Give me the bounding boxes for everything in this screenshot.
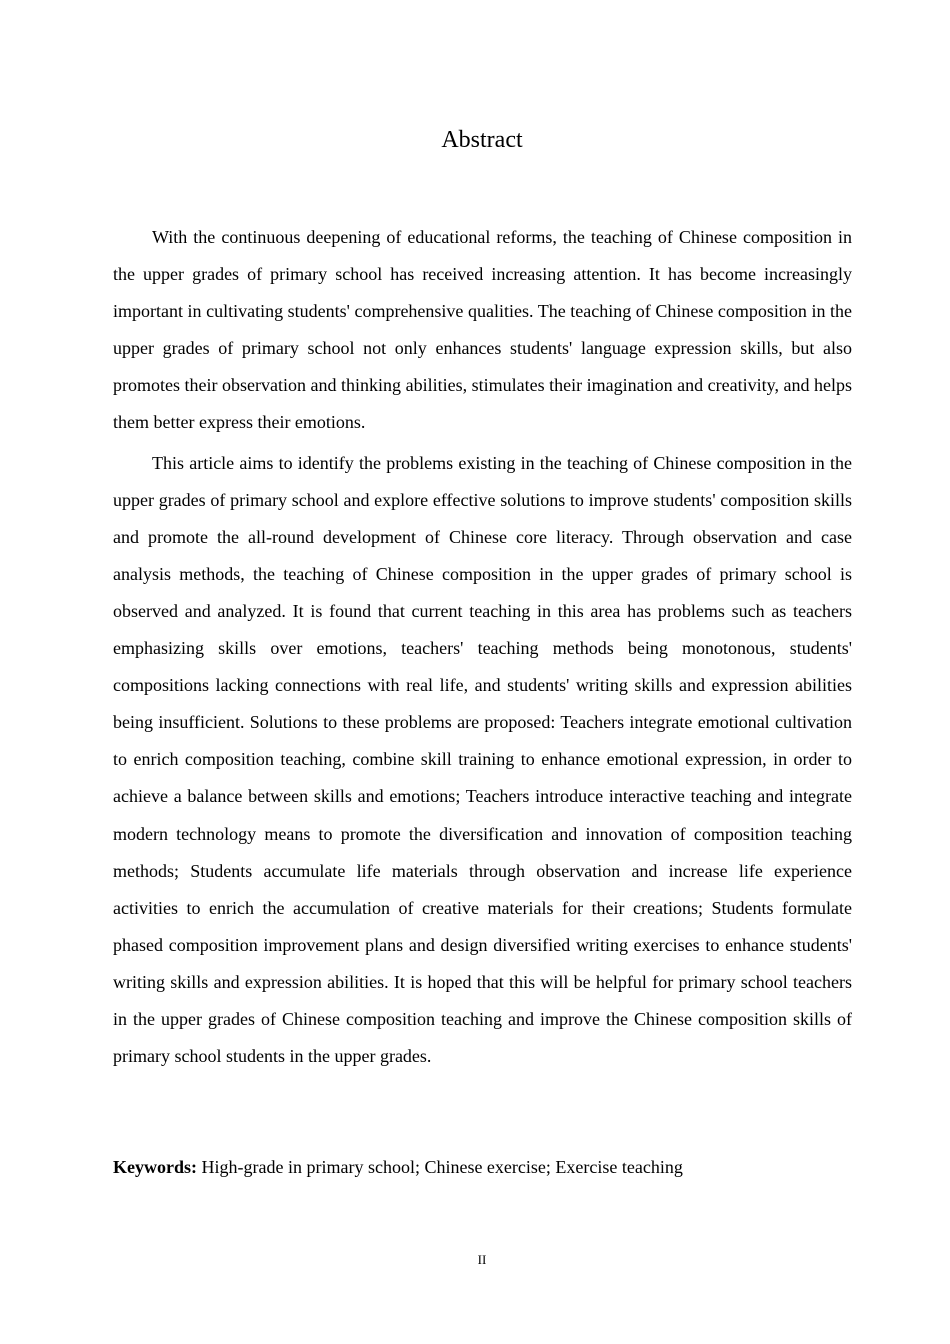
abstract-paragraph-2: This article aims to identify the problems existing in the teaching of Chinese composition in the upper grades of primary school and explore effective solutions to improve students' composition skills and promote the all-round development of Chinese core literacy. Through observation and case analysis methods, the teaching of Chinese composition in the upper grades of primary school is observed and analyzed. It is found that current teaching in this area has problems such as teachers emphasizing skills over emotions, teachers' teaching methods being monotonous, students' compositions lacking connections with real life, and students' writing skills and expression abilities being insufficient. Solutions to these problems are proposed: Teachers integrate emotional cultivation to enrich composition teaching, combine skill training to enhance emotional expression, in order to achieve a balance between skills and emotions; Teachers introduce interactive teaching and integrate modern technology means to promote the diversification and innovation of composition teaching methods; Students accumulate life materials through observation and increase life experience activities to enrich the accumulation of creative materials for their creations; Students formulate phased composition improvement plans and design diversified writing exercises to enhance students' writing skills and expression abilities. It is hoped that this will be helpful for primary school teachers in the upper grades of Chinese composition teaching and improve the Chinese composition skills of primary school students in the upper grades. [113, 452, 852, 1067]
keywords-label: Keywords: [113, 1157, 197, 1177]
abstract-body [113, 219, 852, 1075]
abstract-paragraph-1: With the continuous deepening of educational reforms, the teaching of Chinese composition in the upper grades of primary school has received increasing attention. It has become increasingly important in cultivating students' comprehensive qualities. The teaching of Chinese composition in the upper grades of primary school not only enhances students' language expression skills, but also promotes their observation and thinking abilities, stimulates their imagination and creativity, and helps them better express their emotions. [113, 227, 852, 433]
keywords-line [113, 1152, 852, 1182]
keywords-text: High-grade in primary school; Chinese exercise; Exercise teaching [201, 1157, 683, 1177]
abstract-title: Abstract [441, 127, 523, 153]
page-number: II [477, 1252, 487, 1267]
